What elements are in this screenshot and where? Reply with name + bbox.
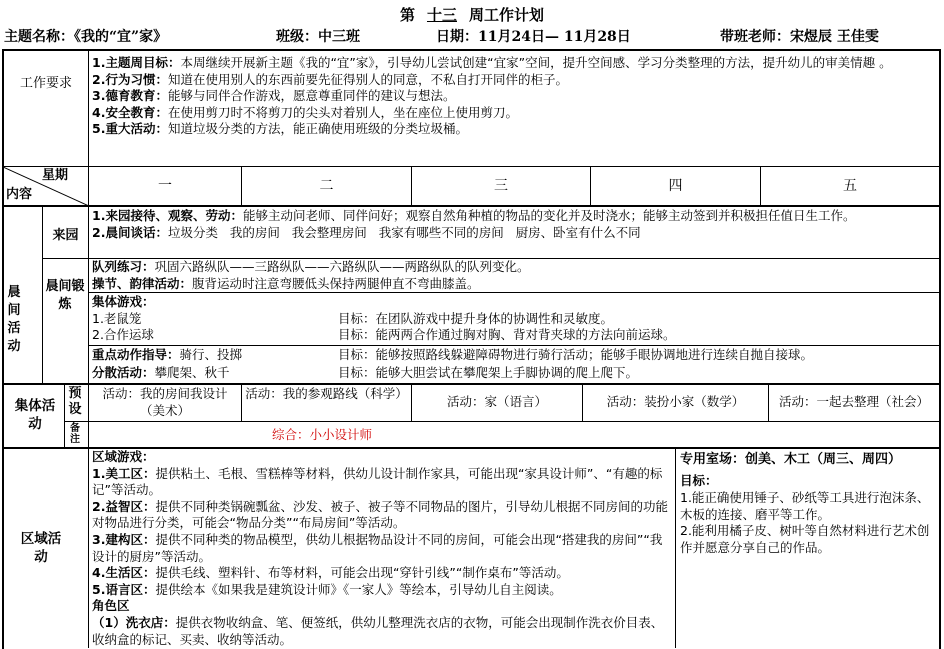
exercise-label: 晨间锻炼	[45, 279, 85, 312]
special-room: 专用室场：创美、木工（周三、周四）	[680, 452, 902, 467]
area-item: 1.美工区：提供粘土、毛根、雪糕棒等材料，供幼儿设计制作家具，可能出现“家具设计师”、“有趣的标记”等活动。	[92, 465, 663, 498]
morning-label: 晨间活动	[7, 285, 21, 354]
arrival-content	[92, 208, 937, 241]
area-item: 2.益智区：提供不同种类锅碗瓢盆、沙发、被子、被子等不同物品的图片，引导幼儿根据不同房间的功能对物品进行分类，可能会“物品分类”“布局房间”等活动。	[92, 498, 668, 531]
activity-thursday: 活动：装扮小家（数学）	[606, 394, 745, 409]
queue-practice: 队列练习：巩固六路纵队——三路纵队——六路纵队——两路纵队的队列变化。	[92, 259, 530, 274]
special-goals	[680, 490, 936, 556]
special-goal-head: 目标：	[680, 473, 718, 488]
date-range: 日期：11月24日— 11月28日	[436, 29, 631, 45]
day-wednesday: 三	[494, 178, 508, 194]
theme-name: 主题名称：《我的“宜”家》	[4, 29, 168, 45]
game-name: 1.老鼠笼	[92, 311, 142, 326]
area-item: 5.语言区：提供绘本《如果我是建筑设计师》《一家人》等绘本，引导幼儿自主阅读。	[92, 581, 562, 597]
free-play-goal: 目标：能够大胆尝试在攀爬架上手脚协调的爬上爬下。	[338, 365, 639, 380]
requirements-label: 工作要求	[19, 76, 72, 91]
arrival-item: 1.来园接待、观察、劳动：能够主动问老师、同伴问好；观察自然角种植的物品的变化并及时浇水；能够主动签到并积极担任值日生工作。	[92, 208, 856, 223]
plan-label: 预设	[68, 386, 82, 417]
key-action-goal: 目标：能够按照路线躲避障碍物进行骑行活动；能够手眼协调地进行连续自抛自接球。	[338, 347, 814, 362]
rhythm-activity: 操节、韵律活动：腹背运动时注意弯腰低头保持两腿伸直不弯曲膝盖。	[92, 276, 480, 291]
activity-friday: 活动：一起去整理（社会）	[778, 394, 929, 409]
activity-tuesday: 活动：我的参观路线（科学）	[245, 386, 408, 401]
requirement-item: 4.安全教育：在使用剪刀时不将剪刀的尖头对着别人，坐在座位上使用剪刀。	[92, 104, 518, 120]
arrival-label: 来园	[52, 228, 79, 243]
requirement-item: 3.德育教育：能够与同伴合作游戏，愿意尊重同伴的建议与想法。	[92, 88, 456, 103]
day-tuesday: 二	[319, 178, 334, 194]
special-goal-item: 2.能利用橘子皮、树叶等自然材料进行艺术创作并愿意分享自己的作品。	[680, 523, 930, 555]
day-monday: 一	[158, 178, 172, 194]
teachers: 带班老师：宋煜辰 王佳雯	[720, 29, 879, 45]
requirement-item: 2.行为习惯：知道在使用别人的东西前要先征得别人的同意，不私自打开同伴的柜子。	[92, 71, 568, 87]
group-activity-label: 集体活动	[14, 398, 56, 432]
requirements-list	[92, 55, 937, 138]
corner-content: 内容	[6, 187, 33, 202]
game-goal: 目标：在团队游戏中提升身体的协调性和灵敏度。	[338, 311, 614, 326]
class-name: 班级：中三班	[276, 29, 360, 45]
special-goal-item: 1.能正确使用锤子、砂纸等工具进行泡沫条、木板的连接、磨平等工作。	[680, 490, 930, 522]
day-friday: 五	[843, 178, 857, 194]
free-play: 分散活动：攀爬架、秋千	[92, 365, 230, 380]
area-activity-label: 区域活动	[20, 531, 62, 565]
game-name: 2.合作运球	[92, 327, 154, 342]
area-item: 3.建构区：提供不同种类的物品模型，供幼儿根据物品设计不同的房间，可能会出现“搭建我的房间”“我设计的厨房”等活动。	[92, 531, 663, 564]
key-action: 重点动作指导：骑行、投掷	[92, 347, 243, 362]
comprehensive-note: 综合：小小设计师	[272, 427, 373, 442]
requirement-item: 5.重大活动：知道垃圾分类的方法，能正确使用班级的分类垃圾桶。	[92, 121, 468, 136]
game-goal: 目标：能两两合作通过胸对胸、背对背夹球的方法向前运球。	[338, 327, 676, 342]
area-games: 区域游戏： 1.美工区：提供粘土、毛根、雪糕棒等材料，供幼儿设计制作家具，可能出现“家具设计师”、“有趣的标记”等活动。 2.益智区：提供不同种类锅碗瓢盆、沙发、被子、被子等不同物品的图片，引导幼儿根据不同房间的功能对物品进行分类，可能会“物品分类”“布局房间”等活动。 3.建构区：提供不同种类的物品模型，供幼儿根据物品设计不同的房间，可能会出现“搭建我的房间”“我设计的厨房”等活动。 4.生活区：提供毛线、塑料针、布等材料，可能会出现“穿针引线”“制作桌布”等活动。 5.语言区：提供绘本《如果我是建筑设计师》《一家人》等绘本，引导幼儿自主阅读。 角色区 （1）洗衣店：提供衣物收纳盒、笔、便签纸，供幼儿整理洗衣店的衣物，可能会出现制作洗衣价目表、收纳盒的标记、买卖、收纳等活动。	[92, 449, 672, 648]
page-title: 第 十三 周工作计划	[399, 6, 545, 24]
role-item: （1）洗衣店：提供衣物收纳盒、笔、便签纸，供幼儿整理洗衣店的衣物，可能会出现制作洗衣价目表、收纳盒的标记、买卖、收纳等活动。	[92, 614, 664, 647]
area-item: 4.生活区：提供毛线、塑料针、布等材料，可能会出现“穿针引线”“制作桌布”等活动。	[92, 565, 569, 581]
day-thursday: 四	[668, 178, 683, 194]
corner-weekday: 星期	[42, 168, 69, 183]
group-games-head: 集体游戏：	[92, 294, 155, 309]
arrival-item: 2.晨间谈话：垃圾分类 我的房间 我会整理房间 我家有哪些不同的房间 厨房、卧室有什么不同	[92, 224, 641, 240]
activity-monday: 活动：我的房间我设计（美术）	[102, 386, 228, 418]
requirement-item: 1.主题周目标：本周继续开展新主题《我的“宜”家》，引导幼儿尝试创建“宜家”空间，提升空间感、学习分类整理的方法，提升幼儿的审美情趣 。	[92, 55, 892, 70]
activity-wednesday: 活动：家（语言）	[446, 394, 547, 409]
note-label: 备注	[70, 423, 80, 445]
